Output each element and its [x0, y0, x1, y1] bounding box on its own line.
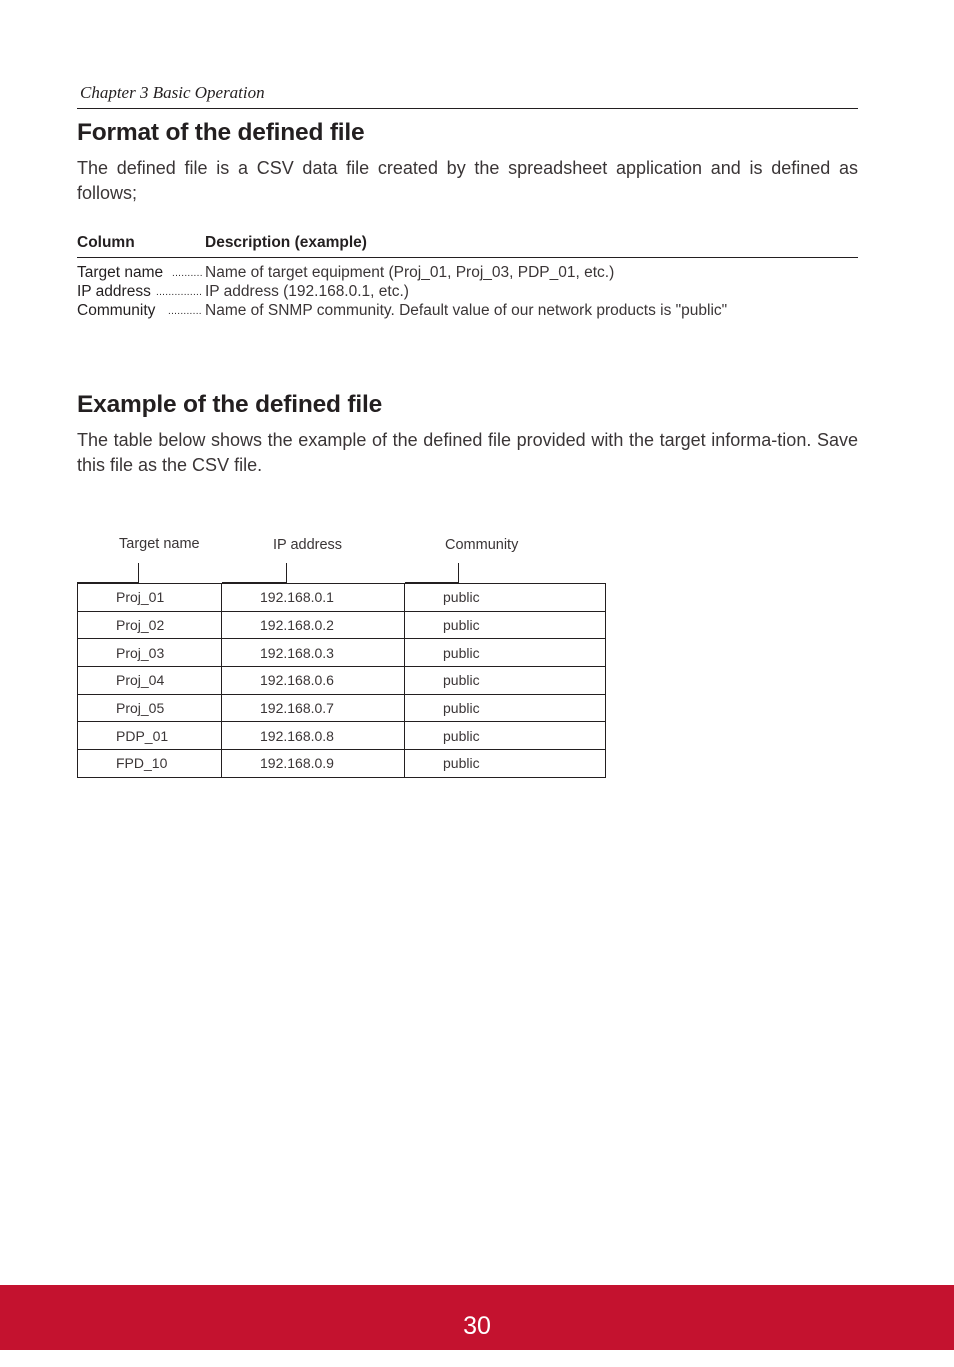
definition-term: Community [77, 302, 156, 319]
target-name-cell: Proj_05 [78, 694, 222, 722]
chapter-title: Chapter 3 Basic Operation [80, 83, 265, 102]
ip-address-cell: 192.168.0.2 [222, 611, 405, 639]
ip-address-cell: 192.168.0.7 [222, 694, 405, 722]
column-header: Column [77, 234, 135, 251]
community-label: Community [445, 537, 519, 553]
page-number: 30 [463, 1312, 491, 1340]
footer-bar [0, 1285, 954, 1350]
ip-address-cell: 192.168.0.9 [222, 750, 405, 778]
ip-address-pointer [286, 563, 287, 584]
dot-leader: .......... [172, 268, 203, 279]
target-name-cell: Proj_01 [78, 584, 222, 612]
ip-address-cell: 192.168.0.3 [222, 639, 405, 667]
target-name-cell: Proj_02 [78, 611, 222, 639]
community-cell: public [405, 639, 606, 667]
table-row [78, 611, 606, 639]
definition-description: IP address (192.168.0.1, etc.) [205, 283, 409, 300]
csv-example-table [77, 583, 606, 778]
definition-row-community [77, 301, 858, 320]
format-section-heading: Format of the defined file [77, 119, 365, 146]
ip-address-label: IP address [273, 537, 343, 553]
table-row [78, 584, 606, 612]
format-section-intro: The defined file is a CSV data file created by the spreadsheet application and is defined as follows; [77, 158, 858, 203]
definition-row-target-name [77, 263, 858, 282]
community-cell: public [405, 584, 606, 612]
community-cell: public [405, 611, 606, 639]
community-cell: public [405, 722, 606, 750]
description-header: Description (example) [205, 234, 367, 251]
target-name-label: Target name [119, 536, 200, 552]
target-name-cell: Proj_04 [78, 667, 222, 695]
target-name-pointer [138, 563, 139, 584]
header-divider [77, 108, 858, 109]
definition-row-ip-address [77, 282, 858, 301]
table-row [78, 639, 606, 667]
ip-address-cell: 192.168.0.8 [222, 722, 405, 750]
target-name-cell: FPD_10 [78, 750, 222, 778]
example-section-intro: The table below shows the example of the defined file provided with the target informa-tion. Save this file as the CSV file. [77, 430, 858, 475]
table-row [78, 667, 606, 695]
table-row [78, 694, 606, 722]
definition-description: Name of target equipment (Proj_01, Proj_03, PDP_01, etc.) [205, 264, 615, 281]
community-cell: public [405, 667, 606, 695]
community-cell: public [405, 750, 606, 778]
community-cell: public [405, 694, 606, 722]
dot-leader: ............... [156, 287, 203, 298]
table-row [78, 750, 606, 778]
definition-term: IP address [77, 283, 151, 300]
example-section-heading: Example of the defined file [77, 391, 382, 418]
ip-address-cell: 192.168.0.6 [222, 667, 405, 695]
dot-leader: ........... [168, 306, 202, 317]
community-pointer [458, 563, 459, 584]
target-name-cell: PDP_01 [78, 722, 222, 750]
table-row [78, 722, 606, 750]
definition-term: Target name [77, 264, 164, 281]
definition-header-rule [77, 257, 858, 258]
ip-address-cell: 192.168.0.1 [222, 584, 405, 612]
definition-description: Name of SNMP community. Default value of our network products is "public" [205, 302, 728, 319]
target-name-cell: Proj_03 [78, 639, 222, 667]
